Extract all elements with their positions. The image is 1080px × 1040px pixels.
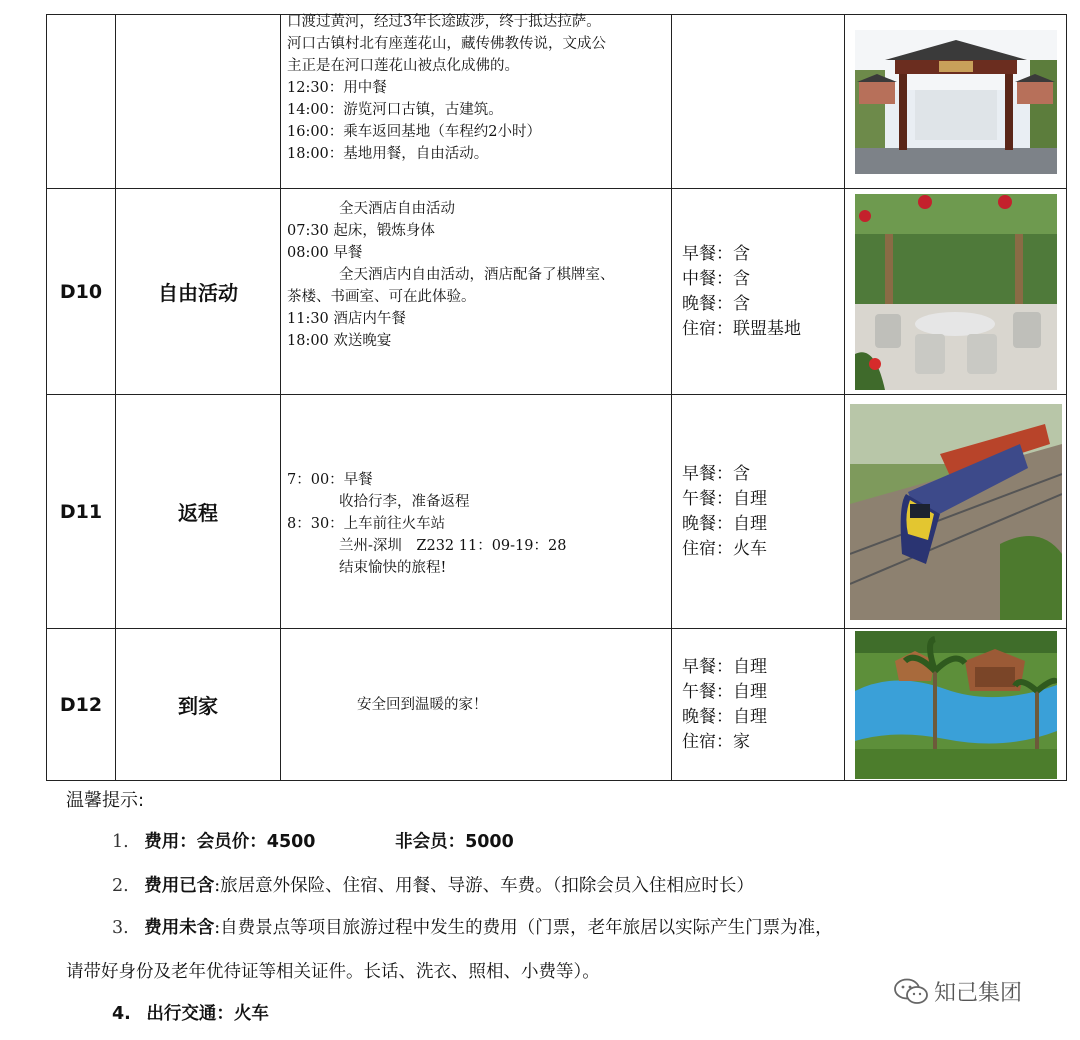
schedule-line: 兰州-深圳 Z232 11：09-19：28 <box>339 537 567 554</box>
note-price <box>112 828 514 853</box>
note-excluded-continued: 请带好身份及老年优待证等相关证件。长话、洗衣、照相、小费等）。 <box>66 962 600 982</box>
schedule-line: 收拾行李，准备返程 <box>339 493 470 510</box>
meal-line: 中餐：含 <box>682 268 750 289</box>
day-cell: D11 <box>47 395 116 629</box>
meals-cell <box>672 189 845 395</box>
meals-cell <box>672 15 845 189</box>
schedule-line: 茶楼、书画室、可在此体验。 <box>287 288 476 305</box>
photo-cell <box>845 629 1067 781</box>
meal-line: 早餐：自理 <box>682 656 767 677</box>
title-cell: 自由活动 <box>116 189 281 395</box>
schedule-line: 结束愉快的旅程! <box>339 559 447 576</box>
note-transport <box>112 1000 269 1025</box>
photo-cell <box>845 395 1067 629</box>
schedule-line: 08:00 早餐 <box>287 244 363 261</box>
meal-line: 午餐：自理 <box>682 681 767 702</box>
schedule-line: 7：00：早餐 <box>287 471 373 488</box>
day-cell <box>47 15 116 189</box>
meal-line: 晚餐：自理 <box>682 513 767 534</box>
schedule-line: 河口古镇村北有座莲花山，藏传佛教传说，文成公 <box>287 36 606 52</box>
schedule-line: 07:30 起床，锻炼身体 <box>287 222 435 239</box>
schedule-line: 12:30：用中餐 <box>287 80 387 96</box>
schedule-line: 全天酒店自由活动 <box>339 200 455 217</box>
watermark-text: 知己集团 <box>934 981 1023 1006</box>
meals-cell <box>672 629 845 781</box>
garden-patio-photo <box>855 194 1057 390</box>
meal-line: 早餐：含 <box>682 463 750 484</box>
chinese-gate-photo <box>855 30 1057 174</box>
watermark <box>894 976 1022 1007</box>
note-number: 1. <box>112 832 129 852</box>
table-row <box>47 629 1067 781</box>
pool-resort-photo <box>855 631 1057 779</box>
note-label: 费用未含 <box>144 918 215 938</box>
schedule-line: 主正是在河口莲花山被点化成佛的。 <box>287 58 519 74</box>
schedule-line: 18:00：基地用餐，自由活动。 <box>287 146 489 162</box>
train-photo <box>850 404 1062 620</box>
notes-heading: 温馨提示: <box>66 790 145 811</box>
schedule-line: 8：30：上车前往火车站 <box>287 515 446 532</box>
note-excluded <box>112 914 833 939</box>
table-row <box>47 395 1067 629</box>
schedule-line: 11:30 酒店内午餐 <box>287 310 406 327</box>
non-member-price: 非会员：5000 <box>395 832 514 852</box>
schedule-cell <box>281 629 672 781</box>
meal-line: 午餐：自理 <box>682 488 767 509</box>
schedule-line: 18:00 欢送晚宴 <box>287 332 392 349</box>
note-text: :自费景点等项目旅游过程中发生的费用（门票，老年旅居以实际产生门票为准， <box>214 918 833 938</box>
note-label: 费用已含 <box>144 876 215 896</box>
meal-line: 住宿：家 <box>682 731 750 752</box>
schedule-line: 全天酒店内自由活动，酒店配备了棋牌室、 <box>339 266 615 283</box>
meal-line: 住宿：火车 <box>682 538 767 559</box>
schedule-line: 安全回到温暖的家！ <box>357 696 488 713</box>
wechat-icon <box>894 978 928 1006</box>
schedule-line: 口渡过黄河，经过3年长途跋涉，终于抵达拉萨。 <box>287 14 601 30</box>
schedule-cell <box>281 189 672 395</box>
meal-line: 晚餐：含 <box>682 293 750 314</box>
note-text: :旅居意外保险、住宿、用餐、导游、车费。（扣除会员入住相应时长） <box>214 876 754 896</box>
table-row <box>47 15 1067 189</box>
table-row <box>47 189 1067 395</box>
schedule-cell <box>281 395 672 629</box>
day-cell: D12 <box>47 629 116 781</box>
meal-line: 晚餐：自理 <box>682 706 767 727</box>
title-cell: 返程 <box>116 395 281 629</box>
note-included <box>112 872 754 897</box>
photo-cell <box>845 15 1067 189</box>
photo-cell <box>845 189 1067 395</box>
transport-text: 出行交通：火车 <box>146 1004 269 1024</box>
note-number: 4. <box>112 1004 131 1024</box>
day-cell: D10 <box>47 189 116 395</box>
title-cell <box>116 15 281 189</box>
schedule-line: 14:00：游览河口古镇，古建筑。 <box>287 102 503 118</box>
title-cell: 到家 <box>116 629 281 781</box>
note-number: 3. <box>112 918 129 938</box>
itinerary-table <box>46 14 1067 781</box>
meals-cell <box>672 395 845 629</box>
schedule-cell <box>281 15 672 189</box>
schedule-line: 16:00：乘车返回基地（车程约2小时） <box>287 124 542 140</box>
meal-line: 早餐：含 <box>682 243 750 264</box>
meal-line: 住宿：联盟基地 <box>682 318 801 339</box>
member-price: 费用：会员价：4500 <box>144 832 316 852</box>
note-number: 2. <box>112 876 129 896</box>
